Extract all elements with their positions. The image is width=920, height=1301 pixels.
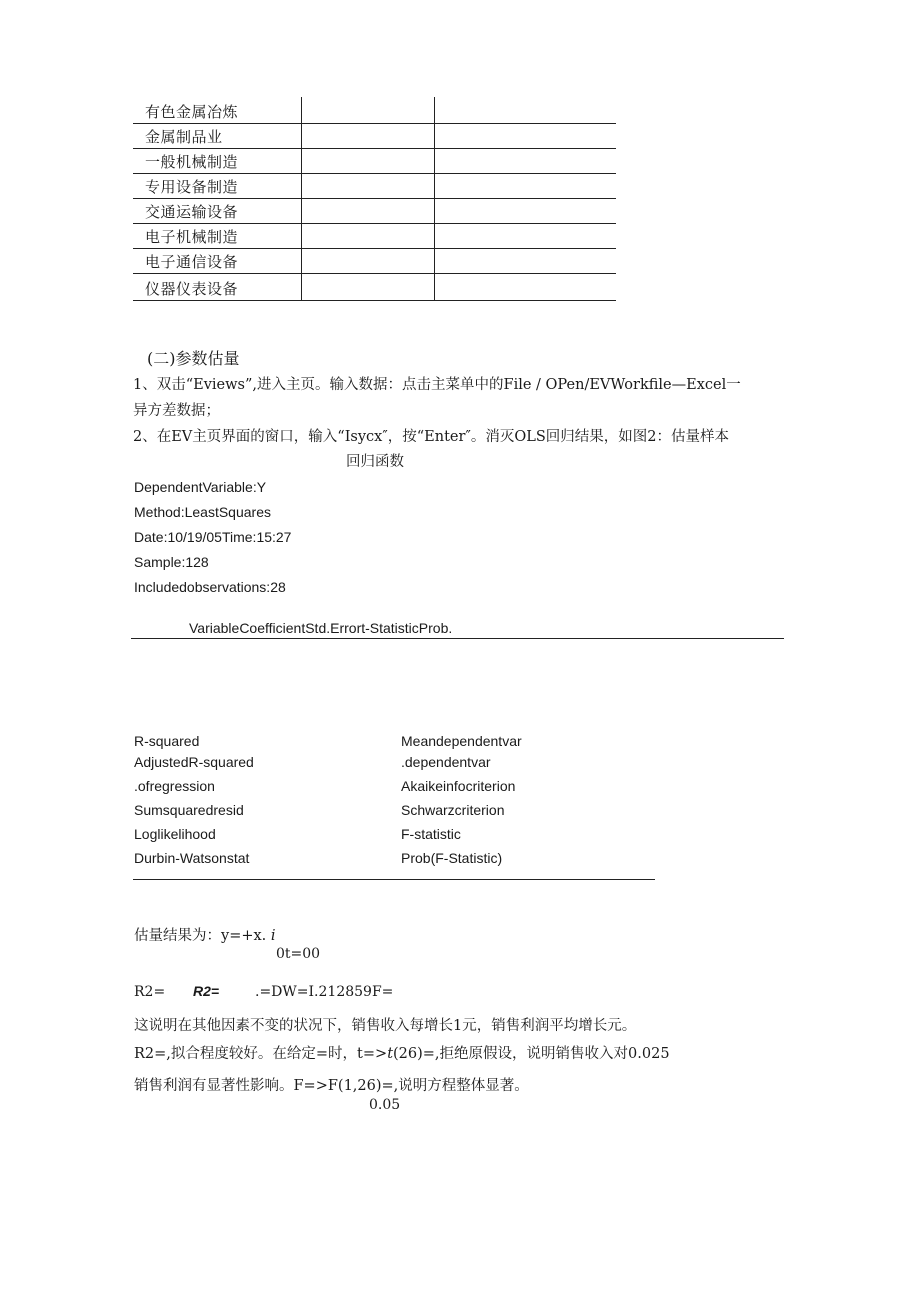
output-dependent: DependentVariable:Y	[134, 479, 267, 495]
table-row-label: 交通运输设备	[145, 203, 239, 221]
estimate-label: 估量结果为：y=+x.	[134, 928, 267, 944]
table-row	[133, 148, 616, 174]
table-row-label: 专用设备制造	[145, 178, 239, 196]
table-row-label: 一般机械制造	[145, 153, 239, 171]
table-row	[133, 248, 616, 274]
stat-label: Durbin-Watsonstat	[134, 850, 250, 866]
table-row-label: 电子机械制造	[145, 228, 239, 246]
stat-label: Akaikeinfocriterion	[401, 778, 516, 794]
stat-label: Schwarzcriterion	[401, 802, 505, 818]
table-row	[133, 123, 616, 149]
stat-label: .ofregression	[134, 778, 215, 794]
output-column-header: VariableCoefficientStd.Errort-StatisticProb.	[189, 620, 453, 636]
stat-label: .dependentvar	[401, 754, 491, 770]
table-row	[133, 198, 616, 224]
table-row-label: 仪器仪表设备	[145, 280, 239, 298]
header-rule	[131, 638, 784, 639]
output-method: Method:LeastSquares	[134, 504, 271, 520]
stats-rule	[133, 879, 655, 880]
alpha-subscript: 0.05	[369, 1097, 401, 1113]
step2-line1: 2、在EV主页界面的窗口，输入“Isycx″，按“Enter″。消灭OLS回归结果，如图2：估量样本	[133, 429, 730, 445]
output-included: Includedobservations:28	[134, 579, 286, 595]
table-row-label: 有色金属冶炼	[145, 103, 239, 121]
estimate-subscript: i	[270, 928, 276, 944]
section-heading: (二)参数估量	[147, 349, 240, 368]
stat-label: F-statistic	[401, 826, 461, 842]
table-row	[133, 274, 616, 301]
stat-label: R-squared	[134, 733, 200, 749]
stat-label: Loglikelihood	[134, 826, 216, 842]
estimate-line	[134, 924, 276, 945]
stat-label: Meandependentvar	[401, 733, 522, 749]
interpretation-line3: 销售利润有显著性影响。F=>F(1,26)=,说明方程整体显著。	[134, 1078, 529, 1094]
adjusted-r2-label: R2=	[193, 983, 220, 999]
interpretation-line2-part1: R2=,拟合程度较好。在给定=时，t=>	[134, 1046, 388, 1062]
industry-table	[133, 97, 616, 301]
t-italic: t	[387, 1046, 394, 1062]
stat-label: Prob(F-Statistic)	[401, 850, 503, 866]
t-values: 0t=00	[276, 946, 321, 962]
output-sample: Sample:128	[134, 554, 209, 570]
table-row	[133, 173, 616, 199]
table-row	[133, 223, 616, 249]
output-date: Date:10/19/05Time:15:27	[134, 529, 292, 545]
interpretation-line2-part2: (26)=,拒绝原假设，说明销售收入对0.025	[393, 1046, 670, 1062]
table-row	[133, 98, 616, 124]
interpretation-line1: 这说明在其他因素不变的状况下，销售收入每增长1元，销售利润平均增长元。	[134, 1018, 637, 1034]
stat-label: Sumsquaredresid	[134, 802, 244, 818]
table-row-label: 金属制品业	[145, 128, 223, 146]
table-row-label: 电子通信设备	[145, 253, 239, 271]
r2-label: R2=	[134, 984, 166, 1000]
step1-line1: 1、双击“Eviews”,进入主页。输入数据：点击主菜单中的File / OPen/EVWorkfile—Excel一	[133, 377, 741, 393]
interpretation-line2	[134, 1042, 670, 1063]
dw-f-values: .=DW=I.212859F=	[255, 984, 394, 1000]
step1-line2: 异方差数据；	[133, 403, 220, 419]
stat-label: AdjustedR-squared	[134, 754, 254, 770]
step2-line2: 回归函数	[346, 454, 404, 470]
